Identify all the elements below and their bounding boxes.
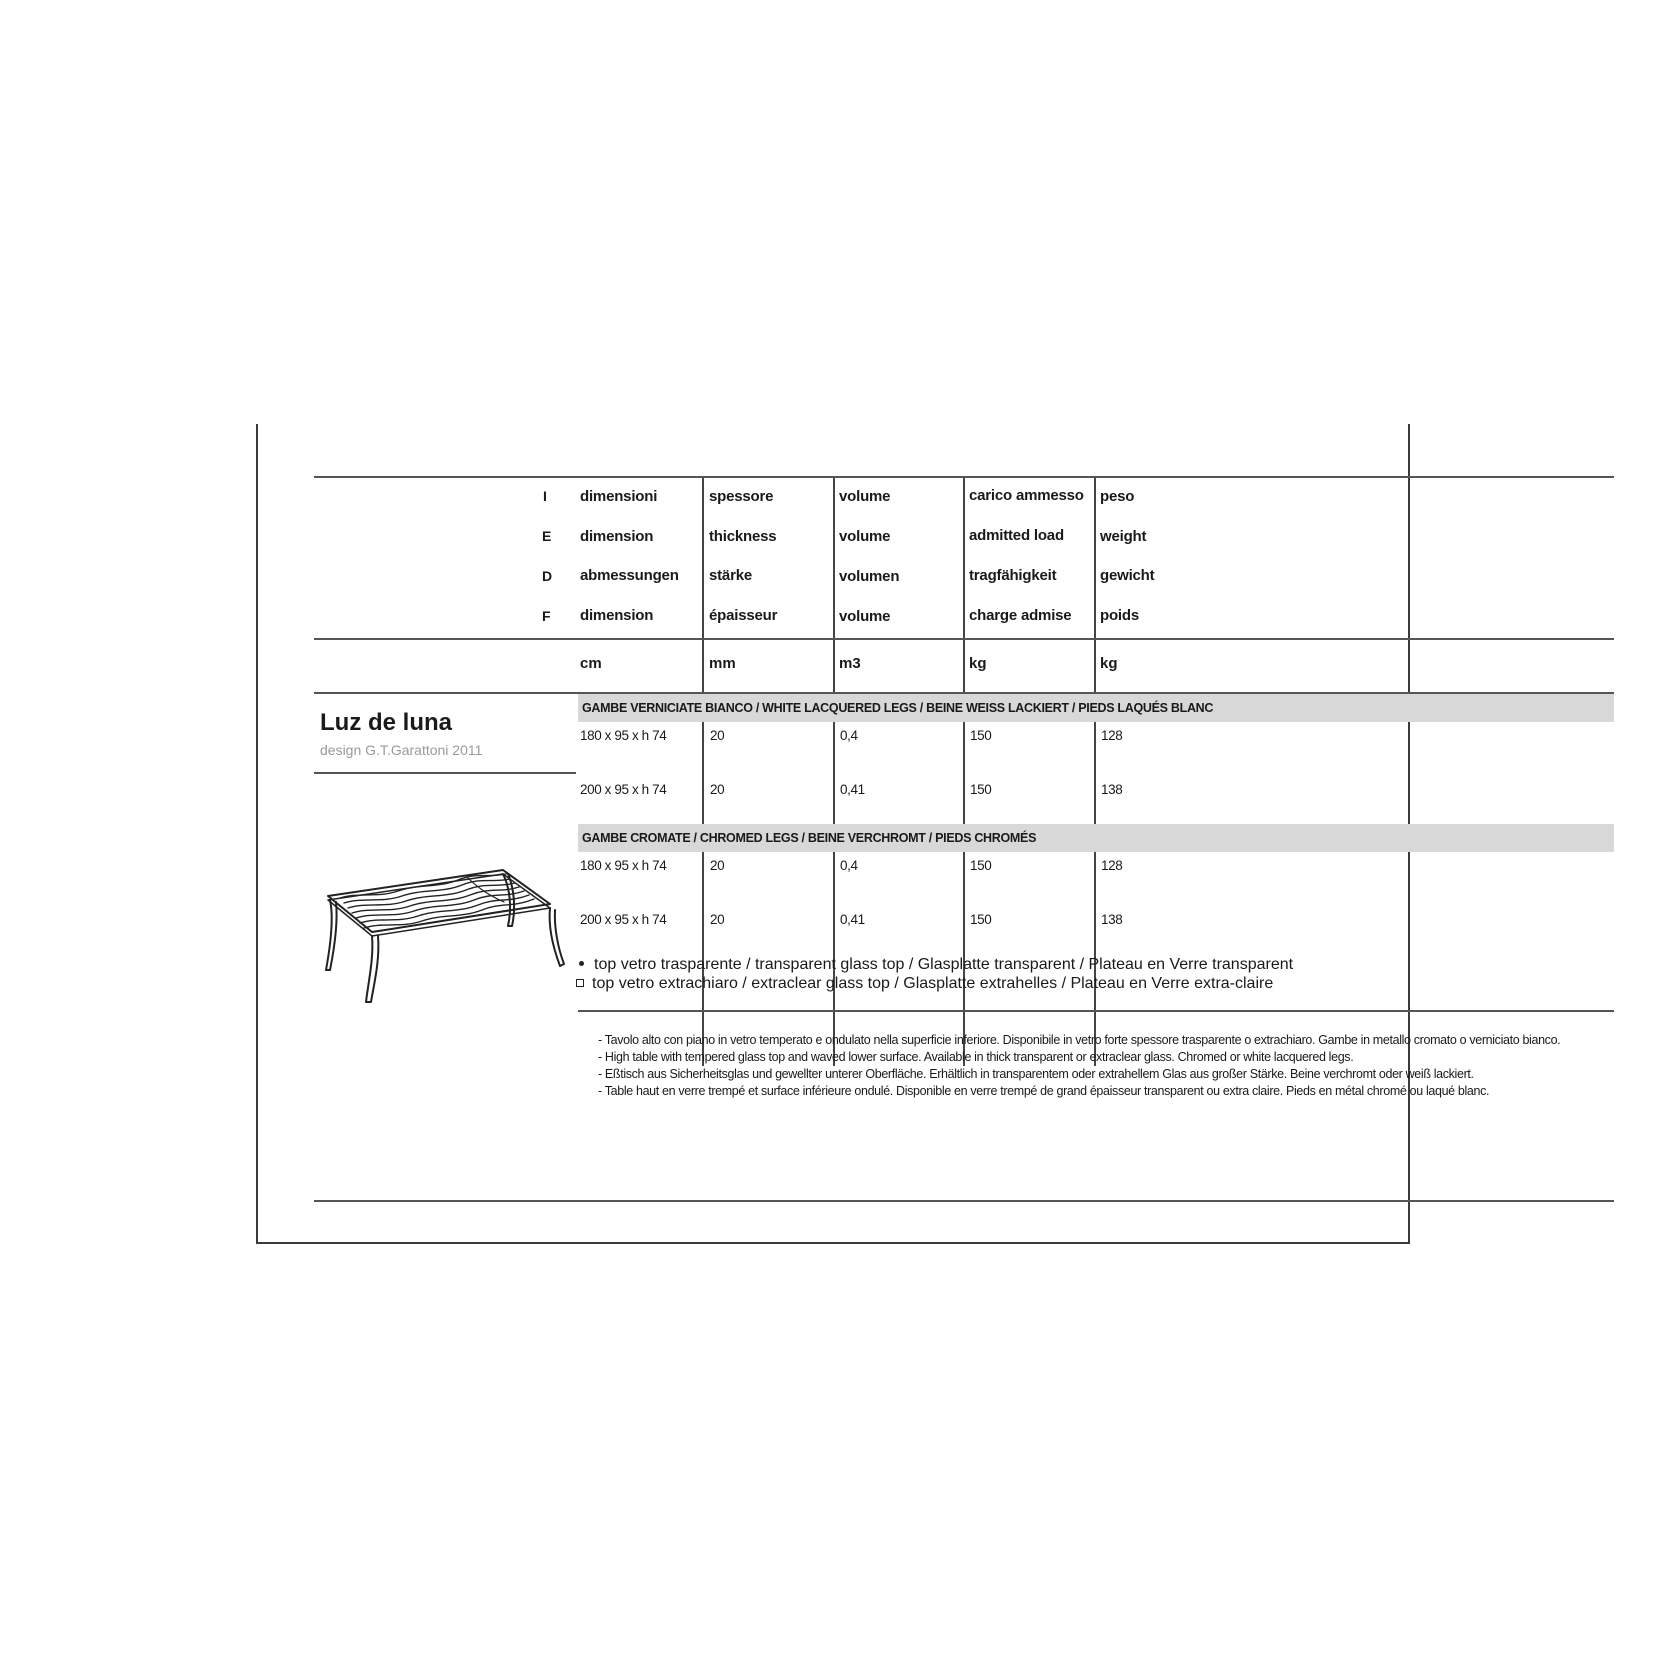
description-english: - High table with tempered glass top and waved lower surface. Available in thick transparent or extraclear glass. Chromed or white lacquered legs. <box>598 1050 1354 1064</box>
table-cell: 150 <box>970 782 992 797</box>
legend-extraclear <box>576 975 1273 993</box>
header-cell: épaisseur <box>709 607 778 624</box>
table-cell: 128 <box>1101 858 1123 873</box>
lang-italian: I <box>543 488 547 504</box>
header-cell: carico ammesso <box>969 487 1084 504</box>
lang-english: E <box>542 528 552 544</box>
legend-extraclear-text: top vetro extrachiaro / extraclear glass top / Glasplatte extrahelles / Plateau en Verre extra-claire <box>592 975 1274 992</box>
product-designer: design G.T.Garattoni 2011 <box>320 742 483 758</box>
description-block <box>598 1032 1618 1100</box>
table-cell: 0,4 <box>840 858 858 873</box>
header-cell: dimension <box>580 528 654 545</box>
table-cell: 128 <box>1101 728 1123 743</box>
description-german: - Eßtisch aus Sicherheitsglas und gewellter unterer Oberfläche. Erhältlich in transparentem oder extrahellem Glas aus großer Stärke. Beine verchromt oder weiß lackiert. <box>598 1067 1474 1081</box>
table-cell: 138 <box>1101 782 1123 797</box>
description-italian: - Tavolo alto con piano in vetro temperato e ondulato nella superficie inferiore. Disponibile in vetro forte spessore trasparente o extrachiaro. Gambe in metallo cromato o verniciato bianco. <box>598 1033 1561 1047</box>
legend-rule <box>578 1010 1614 1012</box>
table-cell: 0,4 <box>840 728 858 743</box>
frame-bottom-border <box>256 1242 1410 1244</box>
table-cell: 150 <box>970 912 992 927</box>
bottom-rule <box>314 1200 1614 1202</box>
group-label: GAMBE VERNICIATE BIANCO / WHITE LACQUERED LEGS / BEINE WEISS LACKIERT / PIEDS LAQUÉS BLANC <box>582 701 1214 715</box>
table-cell: 20 <box>710 912 725 927</box>
product-rule <box>314 772 576 774</box>
unit-cell: cm <box>580 655 602 672</box>
header-rule <box>314 638 1614 640</box>
frame-left-border <box>256 424 258 1244</box>
unit-cell: kg <box>969 655 987 672</box>
header-cell: volumen <box>839 568 900 585</box>
header-cell: dimension <box>580 607 654 624</box>
unit-cell: kg <box>1100 655 1118 672</box>
table-drawing <box>318 858 578 1004</box>
header-cell: charge admise <box>969 607 1072 624</box>
header-cell: dimensioni <box>580 488 658 505</box>
table-cell: 200 x 95 x h 74 <box>580 782 667 797</box>
table-cell: 0,41 <box>840 782 865 797</box>
header-cell: peso <box>1100 488 1135 505</box>
legend-transparent-text: top vetro trasparente / transparent glass top / Glasplatte transparent / Plateau en Verre transparent <box>594 956 1294 973</box>
group-label: GAMBE CROMATE / CHROMED LEGS / BEINE VERCHROMT / PIEDS CHROMÉS <box>582 831 1037 845</box>
header-cell: gewicht <box>1100 567 1155 584</box>
table-cell: 20 <box>710 858 725 873</box>
header-cell: volume <box>839 528 891 545</box>
lang-german: D <box>542 568 553 584</box>
table-cell: 180 x 95 x h 74 <box>580 858 667 873</box>
unit-cell: m3 <box>839 655 861 672</box>
spec-sheet <box>256 424 1561 1242</box>
header-cell: stärke <box>709 567 753 584</box>
dot-bullet-icon <box>579 961 584 966</box>
product-name: Luz de luna <box>320 709 452 736</box>
header-cell: weight <box>1100 528 1147 545</box>
header-cell: poids <box>1100 607 1139 624</box>
header-cell: thickness <box>709 528 777 545</box>
unit-cell: mm <box>709 655 736 672</box>
header-cell: volume <box>839 488 891 505</box>
table-cell: 138 <box>1101 912 1123 927</box>
lang-french: F <box>542 608 551 624</box>
table-cell: 200 x 95 x h 74 <box>580 912 667 927</box>
table-cell: 150 <box>970 728 992 743</box>
square-bullet-icon <box>576 979 584 987</box>
header-cell: abmessungen <box>580 567 679 584</box>
table-cell: 150 <box>970 858 992 873</box>
header-cell: volume <box>839 608 891 625</box>
legend-transparent <box>576 956 1293 974</box>
table-cell: 20 <box>710 728 725 743</box>
header-cell: spessore <box>709 488 774 505</box>
header-cell: admitted load <box>969 527 1064 544</box>
header-cell: tragfähigkeit <box>969 567 1057 584</box>
description-french: - Table haut en verre trempé et surface inférieure ondulé. Disponible en verre trempé de grand épaisseur transparent ou extra claire. Pieds en métal chromé ou laqué blanc. <box>598 1084 1490 1098</box>
table-cell: 180 x 95 x h 74 <box>580 728 667 743</box>
table-cell: 20 <box>710 782 725 797</box>
table-cell: 0,41 <box>840 912 865 927</box>
